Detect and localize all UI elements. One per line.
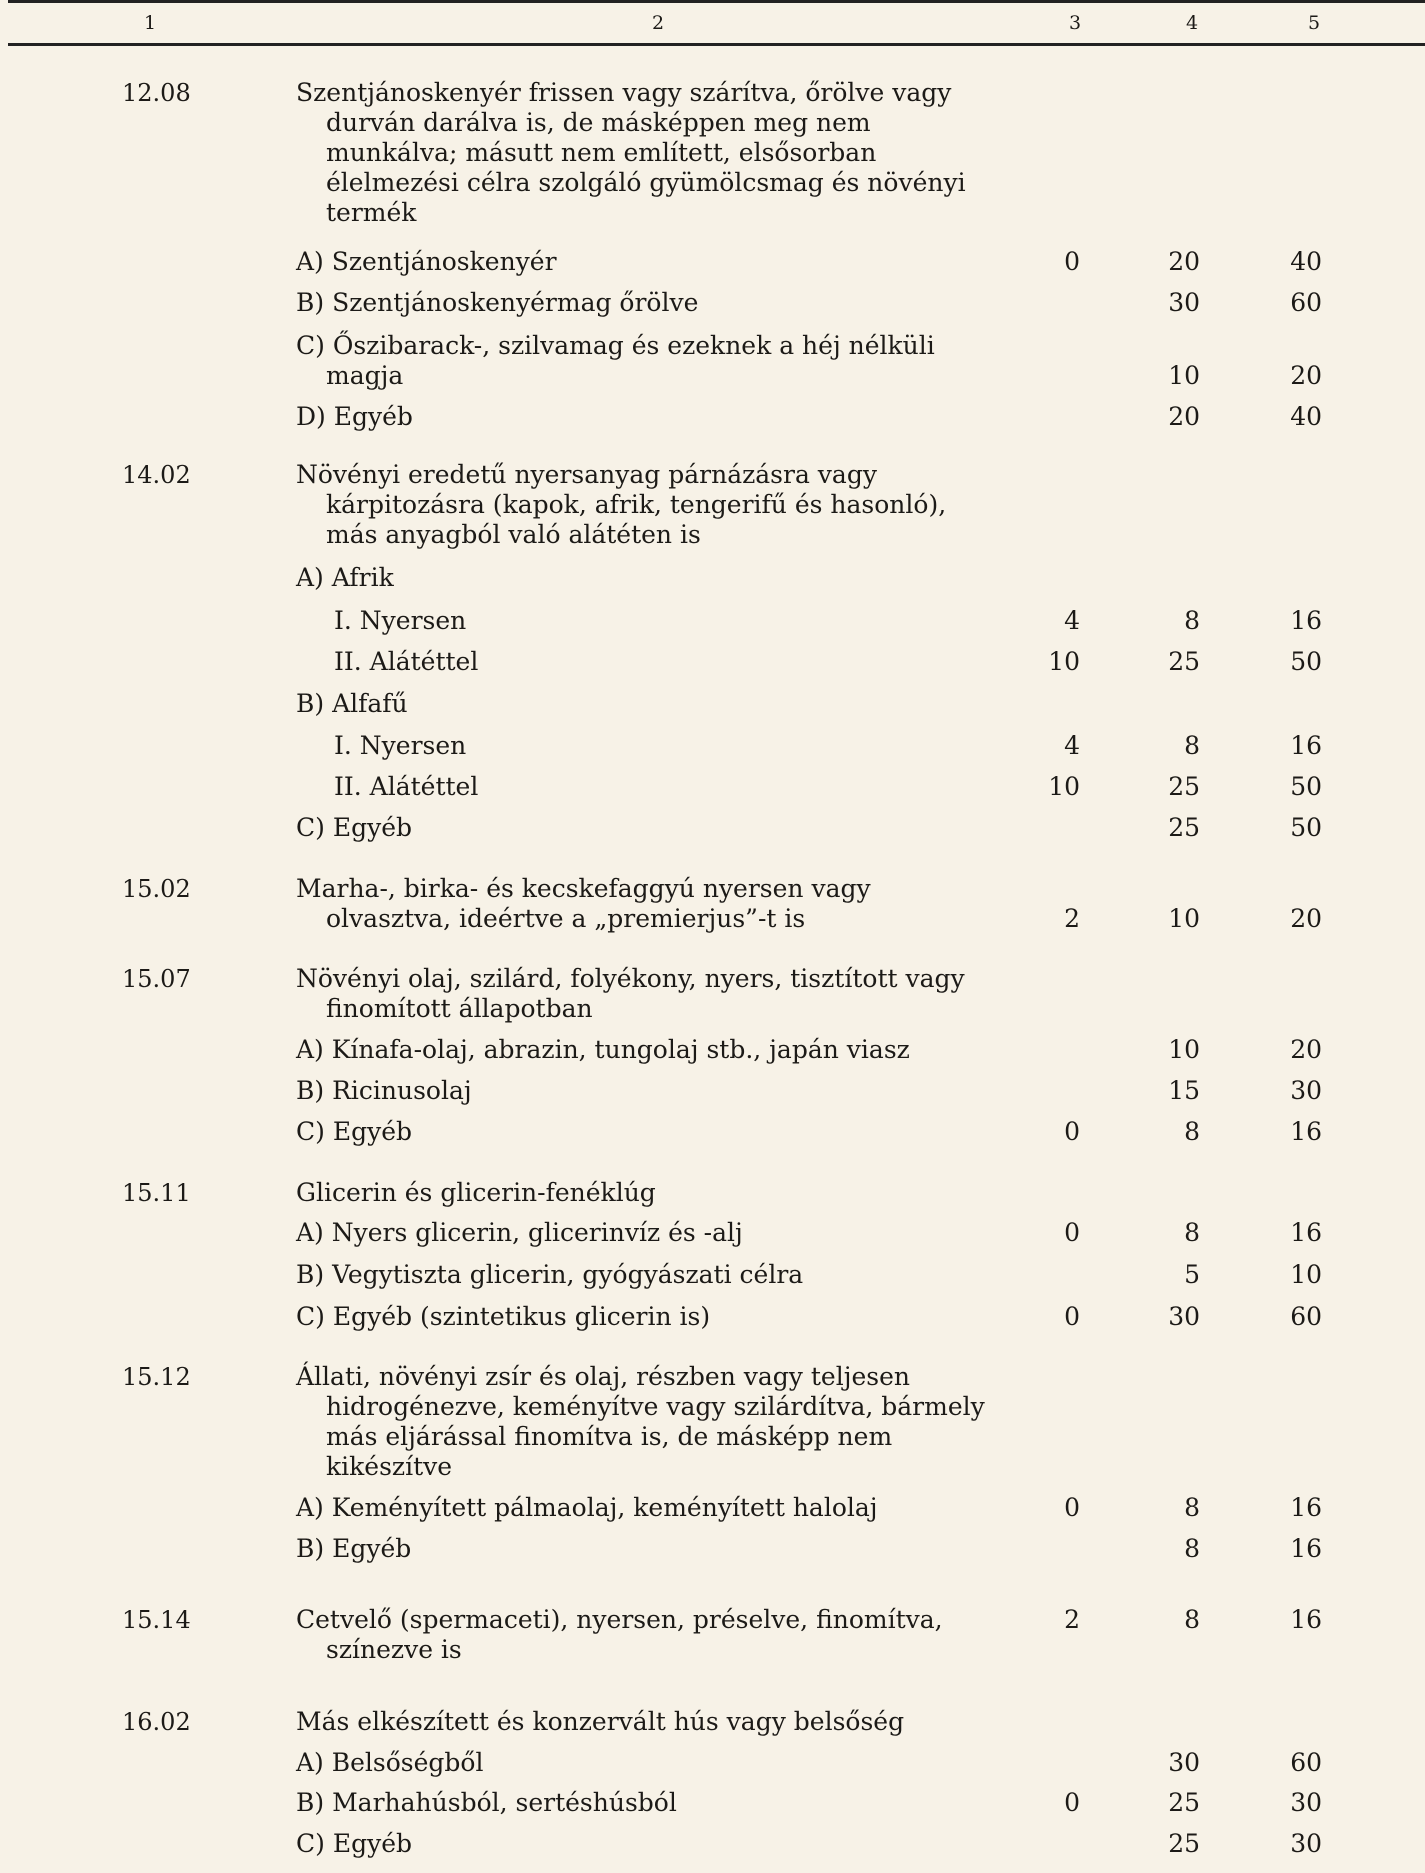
item-description: C) Egyéb (szintetikus glicerin is) (296, 1302, 711, 1331)
rate-col-4: 8 (1184, 1218, 1200, 1247)
tariff-code: 15.11 (122, 1179, 191, 1207)
rate-col-4: 25 (1168, 1829, 1200, 1858)
rate-col-5: 16 (1290, 1117, 1322, 1146)
rate-col-5: 50 (1290, 647, 1322, 676)
rate-col-3: 0 (1064, 1302, 1080, 1331)
item-description: A) Keményített pálmaolaj, keményített halolaj (296, 1493, 878, 1522)
rate-col-3: 0 (1064, 1117, 1080, 1146)
tariff-code: 15.07 (122, 965, 191, 993)
item-description: Marha-, birka- és kecskefaggyú nyersen vagy olvasztva, ideértve a „premierjus”-t is (296, 874, 871, 933)
rate-col-4: 10 (1168, 1035, 1200, 1064)
rate-col-5: 20 (1290, 361, 1322, 390)
rate-col-5: 40 (1290, 402, 1322, 431)
rate-col-3: 2 (1064, 1605, 1080, 1634)
item-description: Szentjánoskenyér frissen vagy szárítva, őrölve vagy durván darálva is, de másképpen meg nem munkálva; másutt nem említett, elsősorban élelmezési célra szolgáló gyümölcsmag és növényi termék (296, 78, 966, 227)
top-rule (8, 0, 1425, 3)
rate-col-4: 30 (1168, 1748, 1200, 1777)
item-description: B) Marhahúsból, sertéshúsból (296, 1788, 677, 1817)
rate-col-4: 8 (1184, 1605, 1200, 1634)
tariff-code: 16.02 (122, 1708, 191, 1736)
rate-col-4: 15 (1168, 1076, 1200, 1105)
rate-col-3: 0 (1064, 1788, 1080, 1817)
item-description: A) Szentjánoskenyér (296, 247, 557, 276)
rate-col-5: 60 (1290, 288, 1322, 317)
rate-col-5: 30 (1290, 1076, 1322, 1105)
tariff-code: 15.12 (122, 1363, 191, 1391)
rate-col-5: 16 (1290, 1534, 1322, 1563)
rate-col-5: 16 (1290, 1605, 1322, 1634)
rate-col-4: 25 (1168, 1788, 1200, 1817)
header-rule (8, 43, 1425, 46)
item-description: II. Alátéttel (334, 647, 479, 676)
rate-col-5: 10 (1290, 1260, 1322, 1289)
rate-col-4: 25 (1168, 813, 1200, 842)
rate-col-5: 40 (1290, 247, 1322, 276)
rate-col-3: 0 (1064, 1493, 1080, 1522)
rate-col-3: 0 (1064, 247, 1080, 276)
rate-col-4: 5 (1184, 1260, 1200, 1289)
rate-col-4: 30 (1168, 1302, 1200, 1331)
rate-col-4: 8 (1184, 1117, 1200, 1146)
column-header-1: 1 (143, 12, 157, 34)
rate-col-5: 50 (1290, 772, 1322, 801)
column-header-5: 5 (1307, 12, 1321, 34)
item-description: Növényi eredetű nyersanyag párnázásra vagy kárpitozásra (kapok, afrik, tengerifű és hasonló), más anyagból való alátéten is (296, 460, 947, 549)
item-description: A) Belsőségből (296, 1748, 484, 1777)
rate-col-4: 10 (1168, 361, 1200, 390)
rate-col-5: 50 (1290, 813, 1322, 842)
item-description: Cetvelő (spermaceti), nyersen, préselve, finomítva, színezve is (296, 1605, 943, 1664)
tariff-code: 14.02 (122, 461, 191, 489)
item-description: B) Szentjánoskenyérmag őrölve (296, 288, 699, 317)
rate-col-3: 0 (1064, 1218, 1080, 1247)
item-description: Növényi olaj, szilárd, folyékony, nyers, tisztított vagy finomított állapotban (296, 964, 965, 1023)
rate-col-3: 4 (1064, 731, 1080, 760)
item-description: Glicerin és glicerin-fenéklúg (296, 1178, 656, 1207)
item-description: I. Nyersen (334, 731, 467, 760)
column-header-4: 4 (1185, 12, 1199, 34)
item-description: D) Egyéb (296, 402, 413, 431)
item-description: A) Afrik (296, 563, 394, 592)
item-description: A) Nyers glicerin, glicerinvíz és -alj (296, 1218, 743, 1247)
item-description: Állati, növényi zsír és olaj, részben vagy teljesen hidrogénezve, keményítve vagy szilárdítva, bármely más eljárással finomítva is, de másképp nem kikészítve (296, 1362, 985, 1481)
item-description: Más elkészített és konzervált hús vagy belsőség (296, 1707, 905, 1736)
rate-col-4: 10 (1168, 904, 1200, 933)
item-description: A) Kínafa-olaj, abrazin, tungolaj stb., japán viasz (296, 1035, 910, 1064)
rate-col-4: 25 (1168, 772, 1200, 801)
rate-col-5: 16 (1290, 731, 1322, 760)
rate-col-5: 30 (1290, 1788, 1322, 1817)
column-header-3: 3 (1068, 12, 1082, 34)
column-header-2: 2 (651, 12, 665, 34)
rate-col-5: 16 (1290, 606, 1322, 635)
item-description: B) Egyéb (296, 1534, 412, 1563)
item-description: C) Egyéb (296, 1829, 413, 1858)
item-description: II. Alátéttel (334, 772, 479, 801)
rate-col-3: 4 (1064, 606, 1080, 635)
rate-col-3: 10 (1048, 772, 1080, 801)
item-description: I. Nyersen (334, 606, 467, 635)
tariff-code: 15.14 (122, 1606, 191, 1634)
item-description: B) Vegytiszta glicerin, gyógyászati célra (296, 1260, 804, 1289)
rate-col-5: 60 (1290, 1748, 1322, 1777)
rate-col-5: 20 (1290, 1035, 1322, 1064)
rate-col-4: 25 (1168, 647, 1200, 676)
rate-col-5: 30 (1290, 1829, 1322, 1858)
item-description: C) Egyéb (296, 1117, 413, 1146)
rate-col-4: 20 (1168, 247, 1200, 276)
tariff-code: 12.08 (122, 79, 191, 107)
rate-col-5: 16 (1290, 1218, 1322, 1247)
item-description: B) Alfafű (296, 689, 408, 718)
item-description: C) Őszibarack-, szilvamag és ezeknek a héj nélküli magja (296, 331, 935, 390)
rate-col-4: 8 (1184, 1493, 1200, 1522)
rate-col-4: 8 (1184, 606, 1200, 635)
rate-col-4: 20 (1168, 402, 1200, 431)
rate-col-5: 60 (1290, 1302, 1322, 1331)
rate-col-3: 10 (1048, 647, 1080, 676)
item-description: B) Ricinusolaj (296, 1076, 472, 1105)
rate-col-4: 8 (1184, 731, 1200, 760)
tariff-code: 15.02 (122, 875, 191, 903)
rate-col-4: 30 (1168, 288, 1200, 317)
rate-col-4: 8 (1184, 1534, 1200, 1563)
rate-col-5: 16 (1290, 1493, 1322, 1522)
rate-col-5: 20 (1290, 904, 1322, 933)
item-description: C) Egyéb (296, 813, 413, 842)
rate-col-3: 2 (1064, 904, 1080, 933)
